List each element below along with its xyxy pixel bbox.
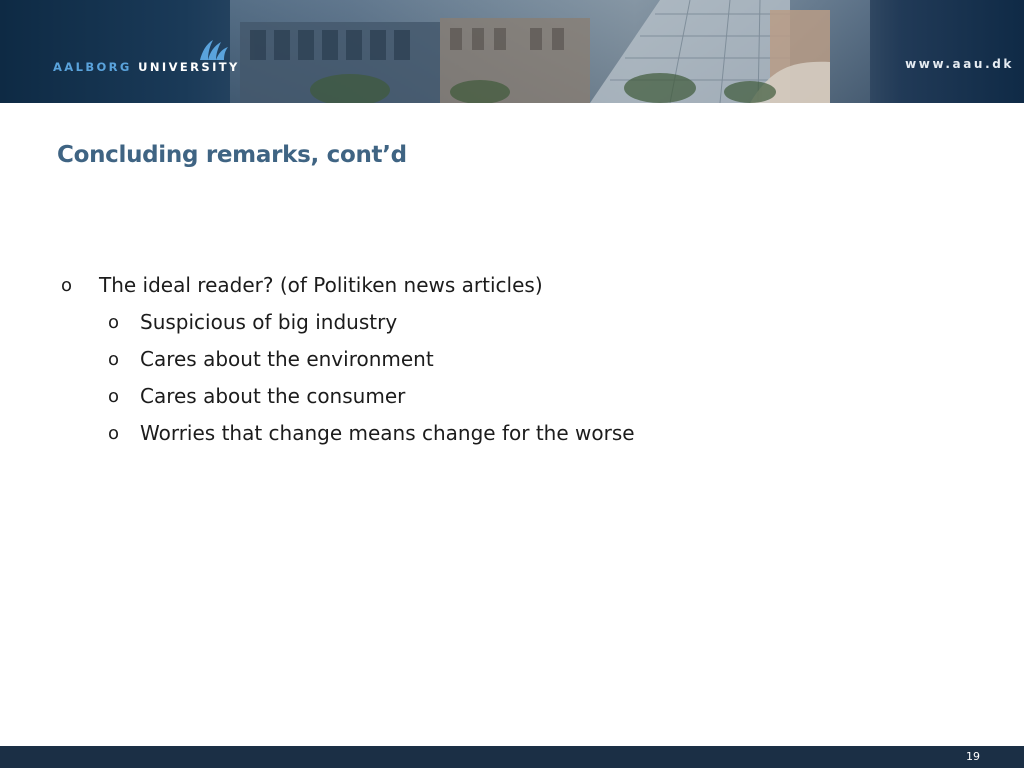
footer-bar — [0, 746, 1024, 768]
page-number: 19 — [966, 750, 980, 763]
bullet-item — [61, 270, 543, 300]
logo-aalborg: AALBORG — [53, 60, 132, 74]
sub-bullet-item — [108, 418, 635, 448]
bullet-text: Cares about the consumer — [140, 384, 406, 408]
bullet-marker: o — [108, 311, 120, 333]
site-url: www.aau.dk — [905, 57, 1014, 71]
university-logo-text — [53, 60, 240, 74]
logo-university: UNIVERSITY — [138, 60, 240, 74]
bullet-marker: o — [108, 422, 120, 444]
sub-bullet-item — [108, 344, 434, 374]
bullet-text: Worries that change means change for the worse — [140, 421, 635, 445]
sub-bullet-item — [108, 381, 405, 411]
bullet-text: The ideal reader? (of Politiken news articles) — [99, 273, 543, 297]
bullet-marker: o — [108, 385, 120, 407]
sub-bullet-item — [108, 307, 397, 337]
bullet-marker: o — [108, 348, 120, 370]
bullet-text: Suspicious of big industry — [140, 310, 398, 334]
header-banner — [0, 0, 1024, 103]
campus-photo — [230, 0, 870, 103]
slide-title: Concluding remarks, cont’d — [57, 142, 407, 168]
bullet-text: Cares about the environment — [140, 347, 434, 371]
aau-wave-logo-icon — [196, 38, 230, 62]
bullet-marker: o — [61, 274, 73, 296]
